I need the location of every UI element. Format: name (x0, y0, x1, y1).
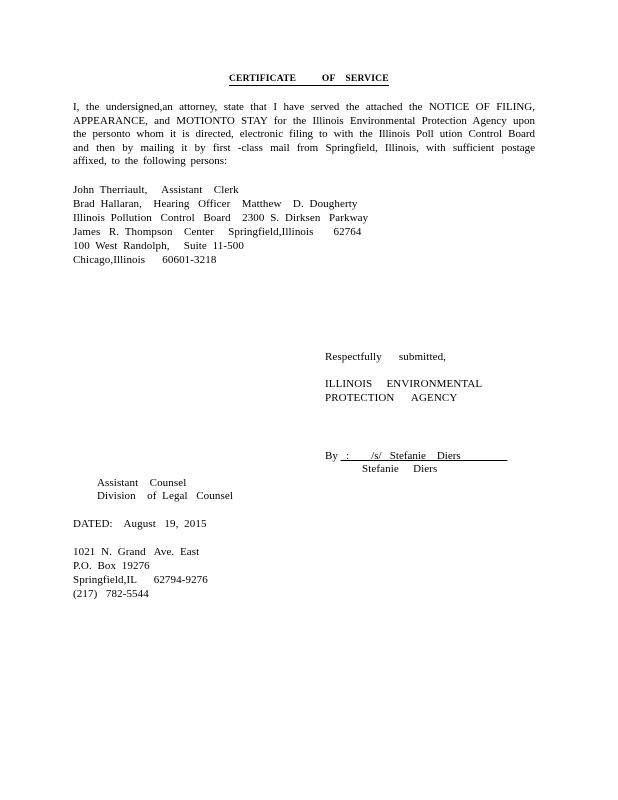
phone-line: (217) 782-5544 (73, 588, 149, 600)
by-label: By (325, 450, 338, 462)
address-line: 1021 N. Grand Ave. East (73, 546, 200, 558)
document-title: CERTIFICATE OF SERVICE (229, 74, 389, 84)
counsel-title: Assistant Counsel (97, 477, 187, 489)
recipient-line: John Therriault, Assistant Clerk (73, 184, 239, 196)
respectfully-submitted: Respectfully submitted, (325, 351, 447, 363)
recipient-line: Illinois Pollution Control Board 2300 S. Dirksen Parkway (73, 212, 369, 224)
agency-name-line1: ILLINOIS ENVIRONMENTAL (325, 378, 483, 390)
recipient-line: Brad Hallaran, Hearing Officer Matthew D. Dougherty (73, 198, 358, 210)
electronic-signature: _:____/s/ Stefanie Diers ________ (340, 450, 508, 462)
service-statement: I, the undersigned,an attorney, state that I have served the attached the NOTICE OF FILING, APPEARANCE, and MOTIONTO STAY for the Illinois Environmental Protection Agency upon the personto whom it is directed, electronic filing to with the Illinois Poll ution Control Board and then by mailing it by first -class mail from Springfield, Illinois, with sufficient postage affixed, to the following persons: (73, 101, 535, 168)
recipient-line: James R. Thompson Center Springfield,Illinois 62764 (73, 226, 362, 238)
dated-line: DATED: August 19, 2015 (73, 518, 207, 530)
address-line: Springfield,IL 62794-9276 (73, 574, 208, 586)
signer-printed-name: Stefanie Diers (362, 463, 438, 475)
agency-name-line2: PROTECTION AGENCY (325, 392, 458, 404)
counsel-division: Division of Legal Counsel (97, 490, 234, 502)
address-line: P.O. Box 19276 (73, 560, 150, 572)
signature-line (325, 450, 507, 463)
recipient-line: 100 West Randolph, Suite 11-500 (73, 240, 244, 252)
recipient-line: Chicago,Illinois 60601-3218 (73, 254, 217, 266)
